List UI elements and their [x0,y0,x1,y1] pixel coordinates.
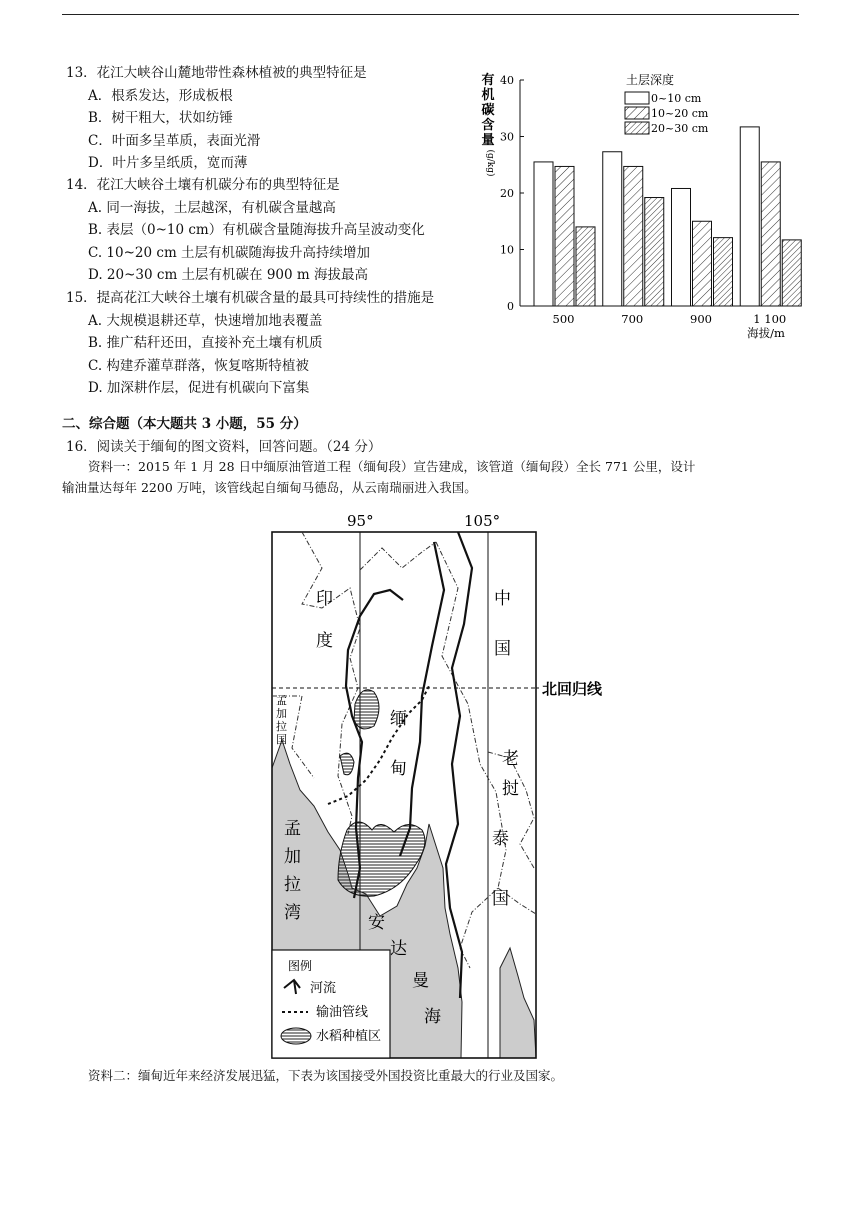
legend-swatch-2 [625,122,649,134]
question-16-stem: 16．阅读关于缅甸的图文资料，回答问题。（24 分） [66,439,382,455]
x-tick-label: 1 100 [753,312,787,326]
label-bangladesh-4: 国 [276,733,287,746]
label-bay-1: 孟 [284,819,301,839]
bar-900-series1 [693,221,712,306]
header-rule [62,14,799,15]
y-tick-label: 30 [500,130,514,144]
label-bay-3: 拉 [284,875,301,895]
section-heading: 二、综合题（本大题共 3 小题，55 分） [62,416,307,432]
myanmar-map [262,505,622,1061]
lon-105-label: 105° [464,512,501,530]
legend-swatch-1 [625,107,649,119]
y-label-unit: (g/kg) [485,149,495,177]
bangladesh-label [276,694,287,746]
material-one [62,456,802,498]
option-c: C. 构建乔灌草群落，恢复喀斯特植被 [88,357,309,374]
question-15 [66,287,434,400]
material-one-line1: 资料一：2015 年 1 月 28 日中缅原油管道工程（缅甸段）宣告建成，该管道（缅甸段）全长 771 公里，设计 [88,459,696,474]
option-a: A．根系发达，形成板根 [88,87,233,104]
legend-label-0: 0~10 cm [651,92,702,105]
y-tick-label: 20 [500,187,514,200]
option-d: D．叶片多呈纸质，宽而薄 [88,155,248,171]
label-laos-1: 老 [502,749,519,769]
legend-title: 土层深度 [626,73,675,87]
x-tick-label: 900 [690,312,712,326]
legend-pipeline: 输油管线 [316,1005,369,1020]
y-tick-label: 40 [500,74,514,87]
label-myanmar-1: 缅 [390,709,407,729]
organic-carbon-bar-chart [470,62,810,352]
label-thailand-2: 国 [492,889,509,909]
bar-700-series1 [624,166,643,306]
label-laos-2: 挝 [502,779,519,799]
option-c: C．叶面多呈革质，表面光滑 [88,132,261,149]
option-c: C. 10~20 cm 土层有机碳随海拔升高持续增加 [88,244,371,261]
bar-1100-series0 [740,127,759,306]
bar-500-series1 [555,166,574,306]
y-label-char: 有 [481,73,495,88]
bar-500-series0 [534,162,553,306]
bar-700-series0 [603,152,622,306]
option-d: D. 加深耕作层，促进有机碳向下富集 [88,380,310,396]
legend-title: 图例 [288,959,313,973]
legend-swatch-0 [625,92,649,104]
label-india-1: 印 [316,589,333,609]
x-tick-label: 500 [552,312,575,326]
y-label-char: 量 [481,133,495,148]
legend-label-2: 20~30 cm [651,122,709,135]
label-bay-4: 湾 [284,903,301,923]
question-stem: 15．提高花江大峡谷土壤有机碳含量的最具可持续性的措施是 [66,290,435,306]
oil-pipeline [328,684,430,804]
label-bangladesh-3: 拉 [276,720,287,733]
label-myanmar-2: 甸 [390,759,407,779]
y-label-char: 碳 [481,103,495,118]
question-14 [66,174,425,287]
y-label-char: 含 [481,118,495,133]
legend-label-1: 10~20 cm [651,107,709,120]
bar-900-series2 [714,238,733,306]
tropic-label: 北回归线 [542,680,603,698]
bar-900-series0 [672,188,691,306]
label-andaman-3: 曼 [412,971,429,991]
material-two [62,1065,802,1086]
label-bangladesh-2: 加 [276,707,287,720]
option-a: A. 大规模退耕还草，快速增加地表覆盖 [88,312,323,329]
bar-1100-series1 [761,162,780,306]
label-bay-2: 加 [284,847,301,867]
y-tick-label: 0 [507,300,514,313]
label-china-1: 中 [494,589,511,609]
material-two-text: 资料二：缅甸近年来经济发展迅猛，下表为该国接受外国投资比重最大的行业及国家。 [88,1068,564,1083]
rice-legend-icon [281,1028,311,1044]
x-tick-label: 700 [621,312,644,326]
bar-500-series2 [576,227,595,306]
legend-river: 河流 [310,981,337,996]
legend-rice: 水稻种植区 [316,1029,382,1044]
bar-700-series2 [645,198,664,306]
option-b: B. 推广秸秆还田，直接补充土壤有机质 [88,335,323,351]
x-axis-label: 海拔/m [747,326,785,340]
y-label-char: 机 [481,88,495,103]
bar-1100-series2 [782,240,801,306]
label-andaman-1: 安 [368,913,385,933]
material-one-line2: 输油量达每年 2200 万吨，该管线起自缅甸马德岛，从云南瑞丽进入我国。 [62,480,477,495]
option-d: D. 20~30 cm 土层有机碳在 900 m 海拔最高 [88,267,368,283]
question-stem: 14．花江大峡谷土壤有机碳分布的典型特征是 [66,177,340,193]
andaman-east-coast [500,948,536,1058]
option-a: A. 同一海拔，土层越深，有机碳含量越高 [88,199,336,216]
option-b: B．树干粗大，状如纺锤 [88,110,233,126]
lon-95-label: 95° [347,512,374,530]
label-andaman-2: 达 [390,939,407,959]
y-axis-label [481,72,496,177]
question-stem: 13．花江大峡谷山麓地带性森林植被的典型特征是 [66,65,367,81]
option-b: B. 表层（0~10 cm）有机碳含量随海拔升高呈波动变化 [88,222,425,238]
y-tick-label: 10 [500,243,514,257]
label-china-2: 国 [494,639,511,659]
map-legend [272,950,390,1058]
label-bangladesh-1: 孟 [276,694,287,707]
label-india-2: 度 [316,631,333,651]
label-andaman-4: 海 [424,1007,441,1027]
label-thailand-1: 泰 [492,829,509,849]
question-13 [66,62,367,175]
